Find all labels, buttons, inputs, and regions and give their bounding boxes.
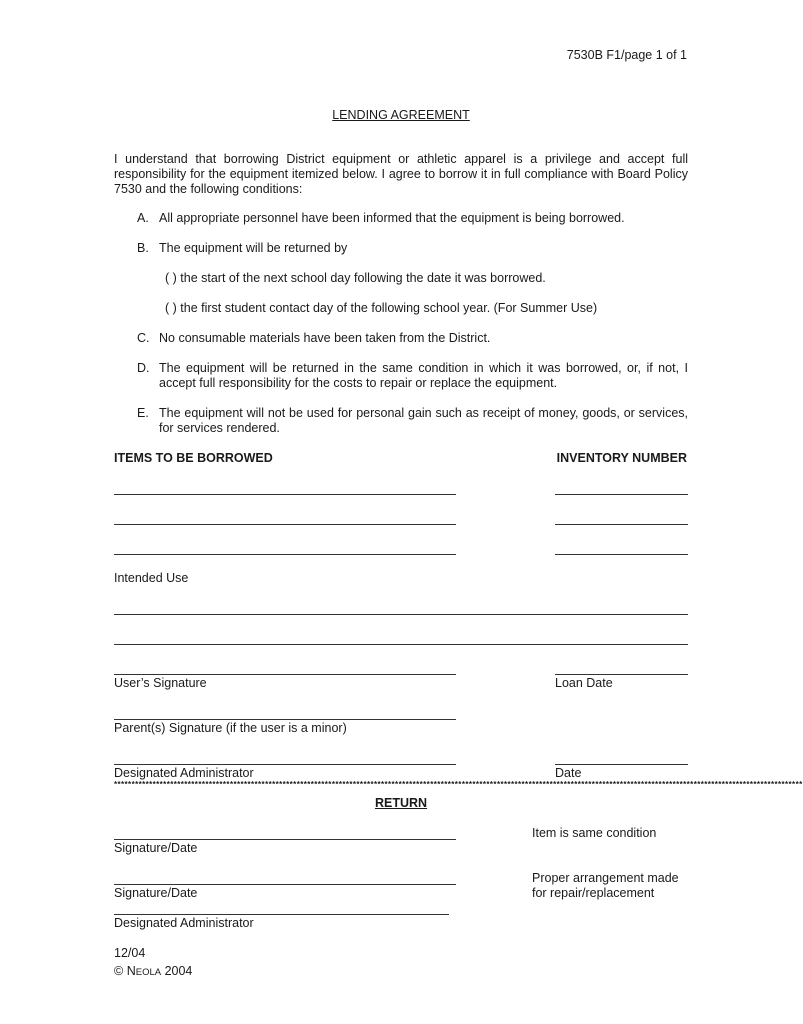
footer-copyright	[114, 964, 192, 980]
condition-a-letter: A.	[137, 211, 149, 225]
condition-c-letter: C.	[137, 331, 150, 345]
loan-date-label: Loan Date	[555, 676, 613, 690]
item-line-1[interactable]	[114, 494, 456, 495]
arrangement-label-2: for repair/replacement	[532, 886, 655, 900]
item-line-2[interactable]	[114, 524, 456, 525]
condition-e-text: The equipment will not be used for personal gain such as receipt of money, goods, or services, for services rendered.	[159, 406, 688, 435]
condition-a-text: All appropriate personnel have been informed that the equipment is being borrowed.	[159, 211, 625, 225]
return-option-summer: ( ) the first student contact day of the following school year. (For Summer Use)	[165, 301, 598, 315]
return-signature-date-2: Signature/Date	[114, 886, 198, 900]
intended-use-label: Intended Use	[114, 571, 189, 585]
user-signature-label: User’s Signature	[114, 676, 207, 690]
condition-e-letter: E.	[137, 406, 149, 420]
intended-use-line-2[interactable]	[114, 644, 688, 645]
arrangement-label-1: Proper arrangement made	[532, 871, 679, 885]
copyright-neola-n: N	[126, 964, 136, 978]
item-line-3[interactable]	[114, 554, 456, 555]
condition-b-text: The equipment will be returned by	[159, 241, 348, 255]
inventory-line-1[interactable]	[555, 494, 688, 495]
form-id: 7530B F1/page 1 of 1	[566, 48, 687, 62]
copyright-symbol: ©	[114, 964, 124, 978]
return-signature-line-2[interactable]	[114, 884, 456, 885]
return-signature-date-1: Signature/Date	[114, 841, 198, 855]
condition-c-text: No consumable materials have been taken from the District.	[159, 331, 491, 345]
parent-signature-label: Parent(s) Signature (if the user is a minor)	[114, 721, 347, 735]
items-header: ITEMS TO BE BORROWED	[114, 451, 273, 465]
intro-paragraph: I understand that borrowing District equipment or athletic apparel is a privilege and accept full responsibility for the equipment itemized below. I agree to borrow it in full compliance with Board Policy 7530 and the following conditions:	[114, 152, 688, 196]
intended-use-line-1[interactable]	[114, 614, 688, 615]
item-same-condition-label: Item is same condition	[532, 826, 657, 840]
footer-date: 12/04	[114, 946, 146, 960]
date-label: Date	[555, 766, 582, 780]
inventory-line-3[interactable]	[555, 554, 688, 555]
inventory-header: INVENTORY NUMBER	[556, 451, 687, 465]
condition-d-text: The equipment will be returned in the same condition in which it was borrowed, or, if not, I accept full responsibility for the costs to repair or replace the equipment.	[159, 361, 688, 390]
loan-date-line[interactable]	[555, 674, 688, 675]
return-title: RETURN	[374, 796, 428, 810]
user-signature-line[interactable]	[114, 674, 456, 675]
asterisk-separator: ****************************************************************************************************************************************************************************************************	[114, 780, 803, 789]
admin-signature-line[interactable]	[114, 764, 456, 765]
inventory-line-2[interactable]	[555, 524, 688, 525]
return-admin-line[interactable]	[114, 914, 449, 915]
condition-d-letter: D.	[137, 361, 150, 375]
date-line[interactable]	[555, 764, 688, 765]
copyright-neola-rest: EOLA	[135, 967, 162, 978]
admin-signature-label: Designated Administrator	[114, 766, 254, 780]
copyright-year: 2004	[164, 964, 193, 978]
return-signature-line-1[interactable]	[114, 839, 456, 840]
condition-b-letter: B.	[137, 241, 149, 255]
parent-signature-line[interactable]	[114, 719, 456, 720]
page-title: LENDING AGREEMENT	[332, 108, 470, 122]
return-admin-label: Designated Administrator	[114, 916, 254, 930]
return-option-next-day: ( ) the start of the next school day following the date it was borrowed.	[165, 271, 546, 285]
